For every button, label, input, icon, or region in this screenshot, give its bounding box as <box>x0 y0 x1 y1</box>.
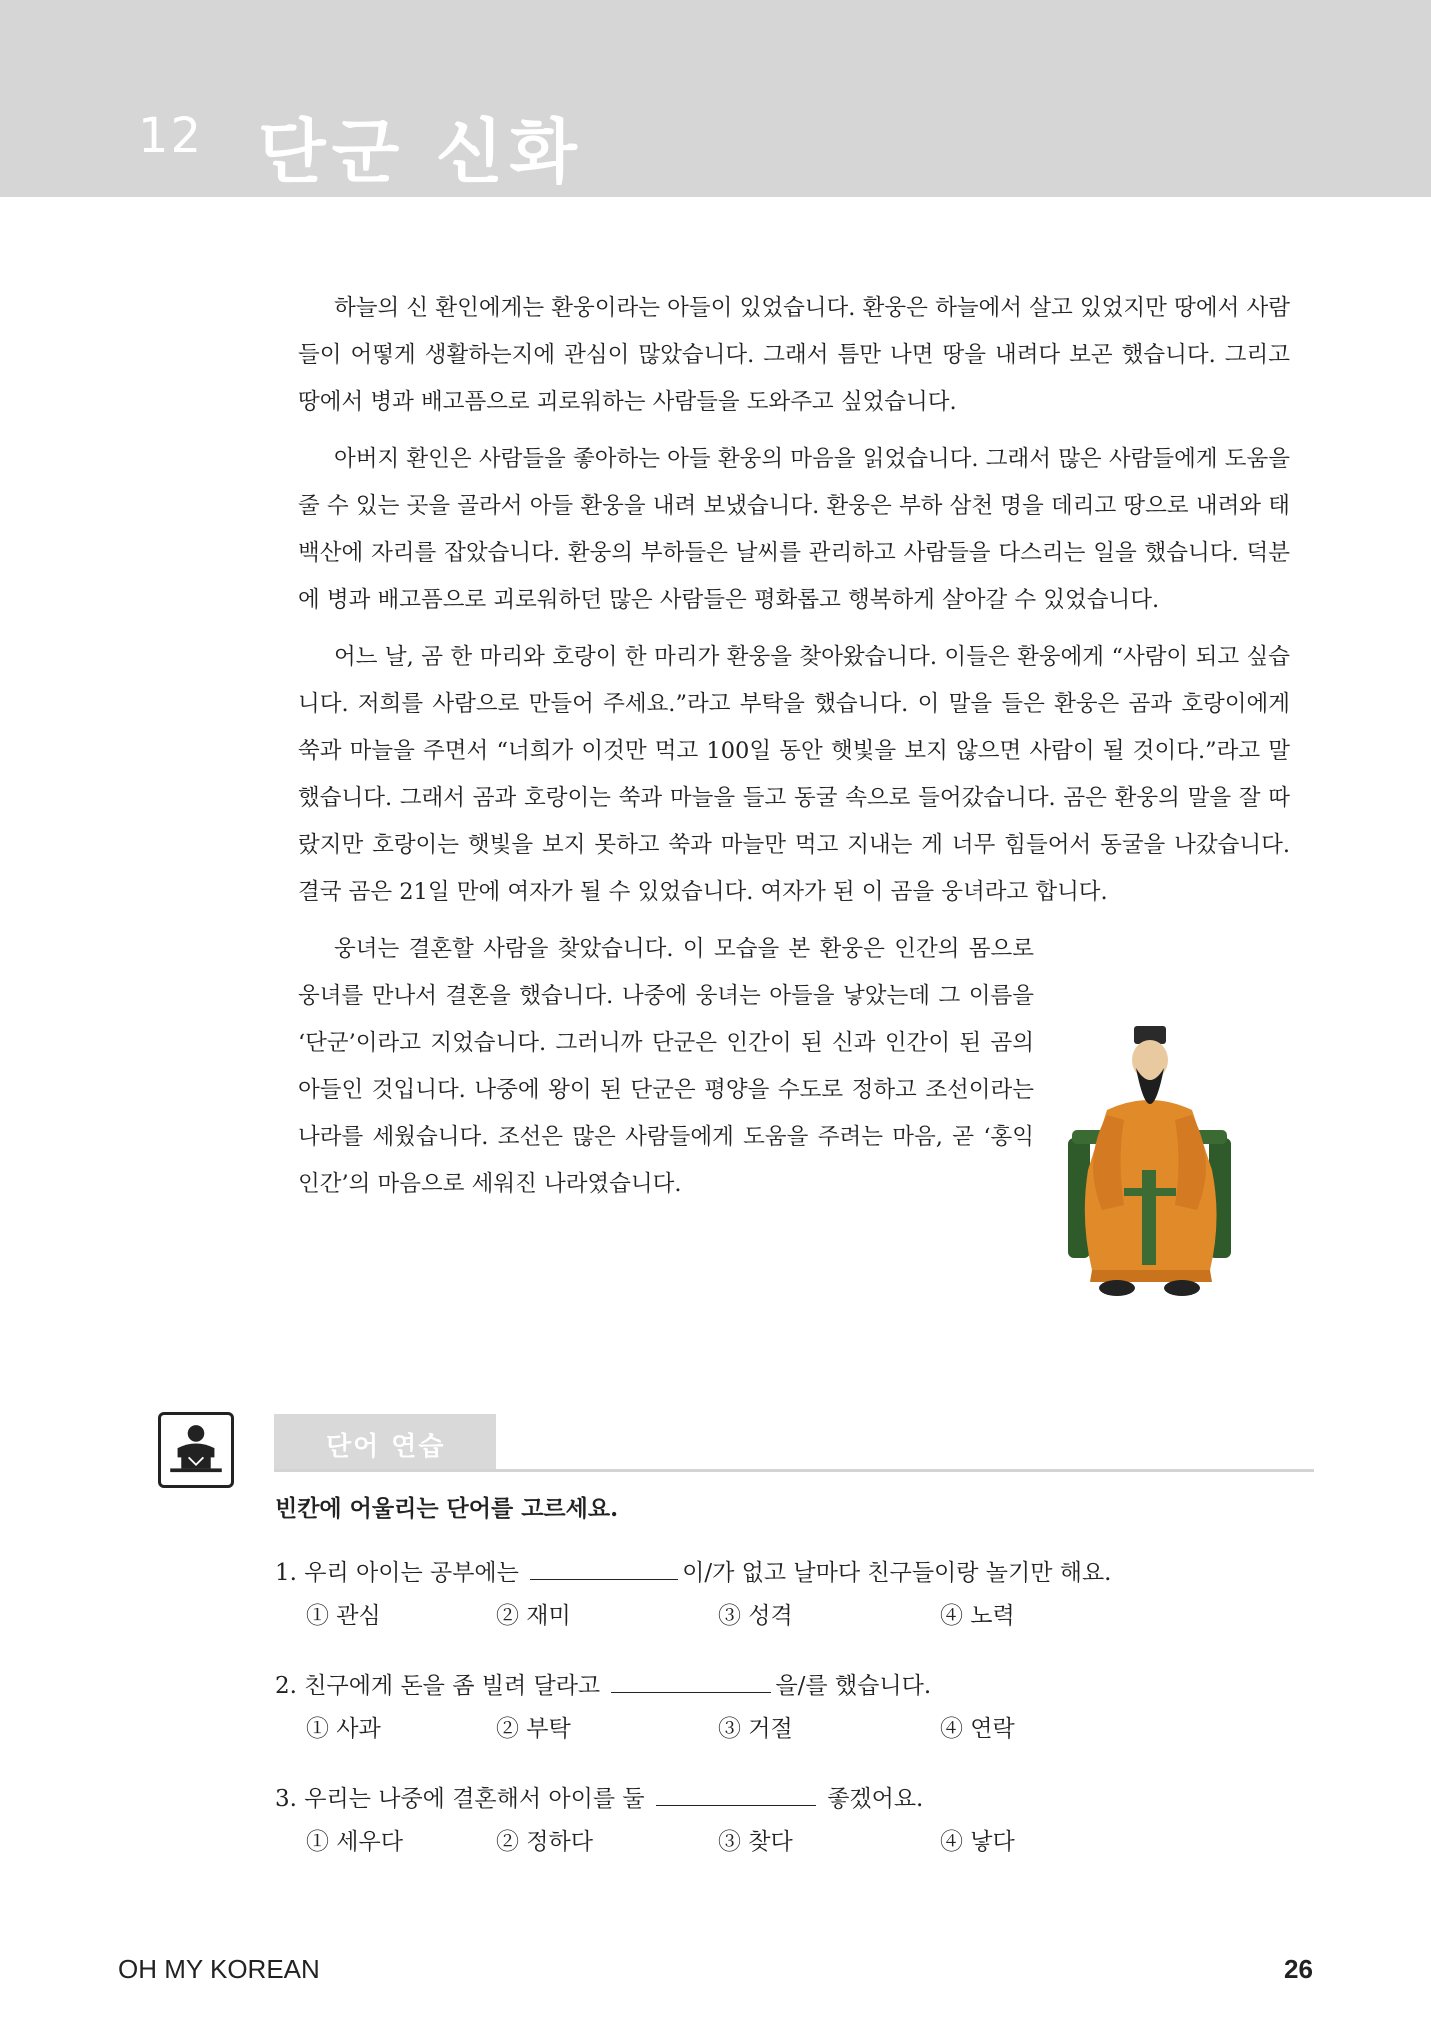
question-text-after: 좋겠어요. <box>827 1786 924 1812</box>
question-number: 2. <box>275 1673 297 1699</box>
practice-instruction: 빈칸에 어울리는 단어를 고르세요. <box>275 1495 619 1522</box>
question-number: 1. <box>275 1560 297 1586</box>
option-3-4[interactable]: ④ 낳다 <box>940 1829 1015 1855</box>
question-text-after: 이/가 없고 날마다 친구들이랑 놀기만 해요. <box>682 1560 1112 1586</box>
answer-blank[interactable] <box>656 1783 816 1806</box>
answer-blank[interactable] <box>530 1557 678 1580</box>
page-number: 26 <box>1284 1954 1313 1984</box>
header-band <box>0 0 1431 197</box>
lesson-title: 단군 신화 <box>258 111 583 193</box>
section-divider <box>274 1469 1314 1472</box>
story-paragraph: 웅녀는 결혼할 사람을 찾았습니다. 이 모습을 본 환웅은 인간의 몸으로 웅녀를 만나서 결혼을 했습니다. 나중에 웅녀는 아들을 낳았는데 그 이름을 ‘단군’이라고 지었습니다. 그러니까 단군은 인간이 된 신과 인간이 된 곰의 아들인 것입니다. 나중에 왕이 된 단군은 평양을 수도로 정하고 조선이라는 나라를 세웠습니다. 조선은 많은 사람들에게 도움을 주려는 마음, 곧 ‘홍익인간’의 마음으로 세워진 나라였습니다. <box>298 936 1034 1197</box>
lesson-number: 12 <box>138 108 204 164</box>
question-1 <box>275 1554 1112 1587</box>
option-2-4[interactable]: ④ 연락 <box>940 1716 1015 1742</box>
option-1-3[interactable]: ③ 성격 <box>718 1603 793 1629</box>
reading-person-icon <box>158 1412 234 1488</box>
word-practice-tab <box>274 1414 496 1471</box>
question-number: 3. <box>275 1786 297 1812</box>
option-1-1[interactable]: ① 관심 <box>306 1603 381 1629</box>
story-paragraph: 어느 날, 곰 한 마리와 호랑이 한 마리가 환웅을 찾아왔습니다. 이들은 환웅에게 “사람이 되고 싶습니다. 저희를 사람으로 만들어 주세요.”라고 부탁을 했습니다. 이 말을 들은 환웅은 곰과 호랑이에게 쑥과 마늘을 주면서 “너희가 이것만 먹고 100일 동안 햇빛을 보지 않으면 사람이 될 것이다.”라고 말했습니다. 그래서 곰과 호랑이는 쑥과 마늘을 들고 동굴 속으로 들어갔습니다. 곰은 환웅의 말을 잘 따랐지만 호랑이는 햇빛을 보지 못하고 쑥과 마늘만 먹고 지내는 게 너무 힘들어서 동굴을 나갔습니다. 결국 곰은 21일 만에 여자가 될 수 있었습니다. 여자가 된 이 곰을 웅녀라고 합니다. <box>298 644 1290 905</box>
question-text-before: 친구에게 돈을 좀 빌려 달라고 <box>304 1673 601 1699</box>
question-text-before: 우리는 나중에 결혼해서 아이를 둘 <box>304 1786 645 1812</box>
question-3 <box>275 1780 923 1813</box>
option-1-4[interactable]: ④ 노력 <box>940 1603 1015 1629</box>
question-text-after: 을/를 했습니다. <box>775 1673 932 1699</box>
footer-brand: OH MY KOREAN <box>118 1954 320 1984</box>
option-2-1[interactable]: ① 사과 <box>306 1716 381 1742</box>
option-3-3[interactable]: ③ 찾다 <box>718 1829 793 1855</box>
word-practice-tab-label: 단어 연습 <box>326 1432 446 1462</box>
story-paragraph: 아버지 환인은 사람들을 좋아하는 아들 환웅의 마음을 읽었습니다. 그래서 많은 사람들에게 도움을 줄 수 있는 곳을 골라서 아들 환웅을 내려 보냈습니다. 환웅은 부하 삼천 명을 데리고 땅으로 내려와 태백산에 자리를 잡았습니다. 환웅의 부하들은 날씨를 관리하고 사람들을 다스리는 일을 했습니다. 덕분에 병과 배고픔으로 괴로워하던 많은 사람들은 평화롭고 행복하게 살아갈 수 있었습니다. <box>298 446 1290 613</box>
dangun-portrait-illustration <box>1062 1020 1237 1302</box>
option-3-2[interactable]: ② 정하다 <box>496 1829 593 1855</box>
option-1-2[interactable]: ② 재미 <box>496 1603 571 1629</box>
option-2-2[interactable]: ② 부탁 <box>496 1716 571 1742</box>
story-paragraph: 하늘의 신 환인에게는 환웅이라는 아들이 있었습니다. 환웅은 하늘에서 살고 있었지만 땅에서 사람들이 어떻게 생활하는지에 관심이 많았습니다. 그래서 틈만 나면 땅을 내려다 보곤 했습니다. 그리고 땅에서 병과 배고픔으로 괴로워하는 사람들을 도와주고 싶었습니다. <box>298 295 1290 415</box>
option-3-1[interactable]: ① 세우다 <box>306 1829 403 1855</box>
option-2-3[interactable]: ③ 거절 <box>718 1716 793 1742</box>
answer-blank[interactable] <box>611 1670 771 1693</box>
question-2 <box>275 1667 931 1700</box>
question-text-before: 우리 아이는 공부에는 <box>304 1560 519 1586</box>
